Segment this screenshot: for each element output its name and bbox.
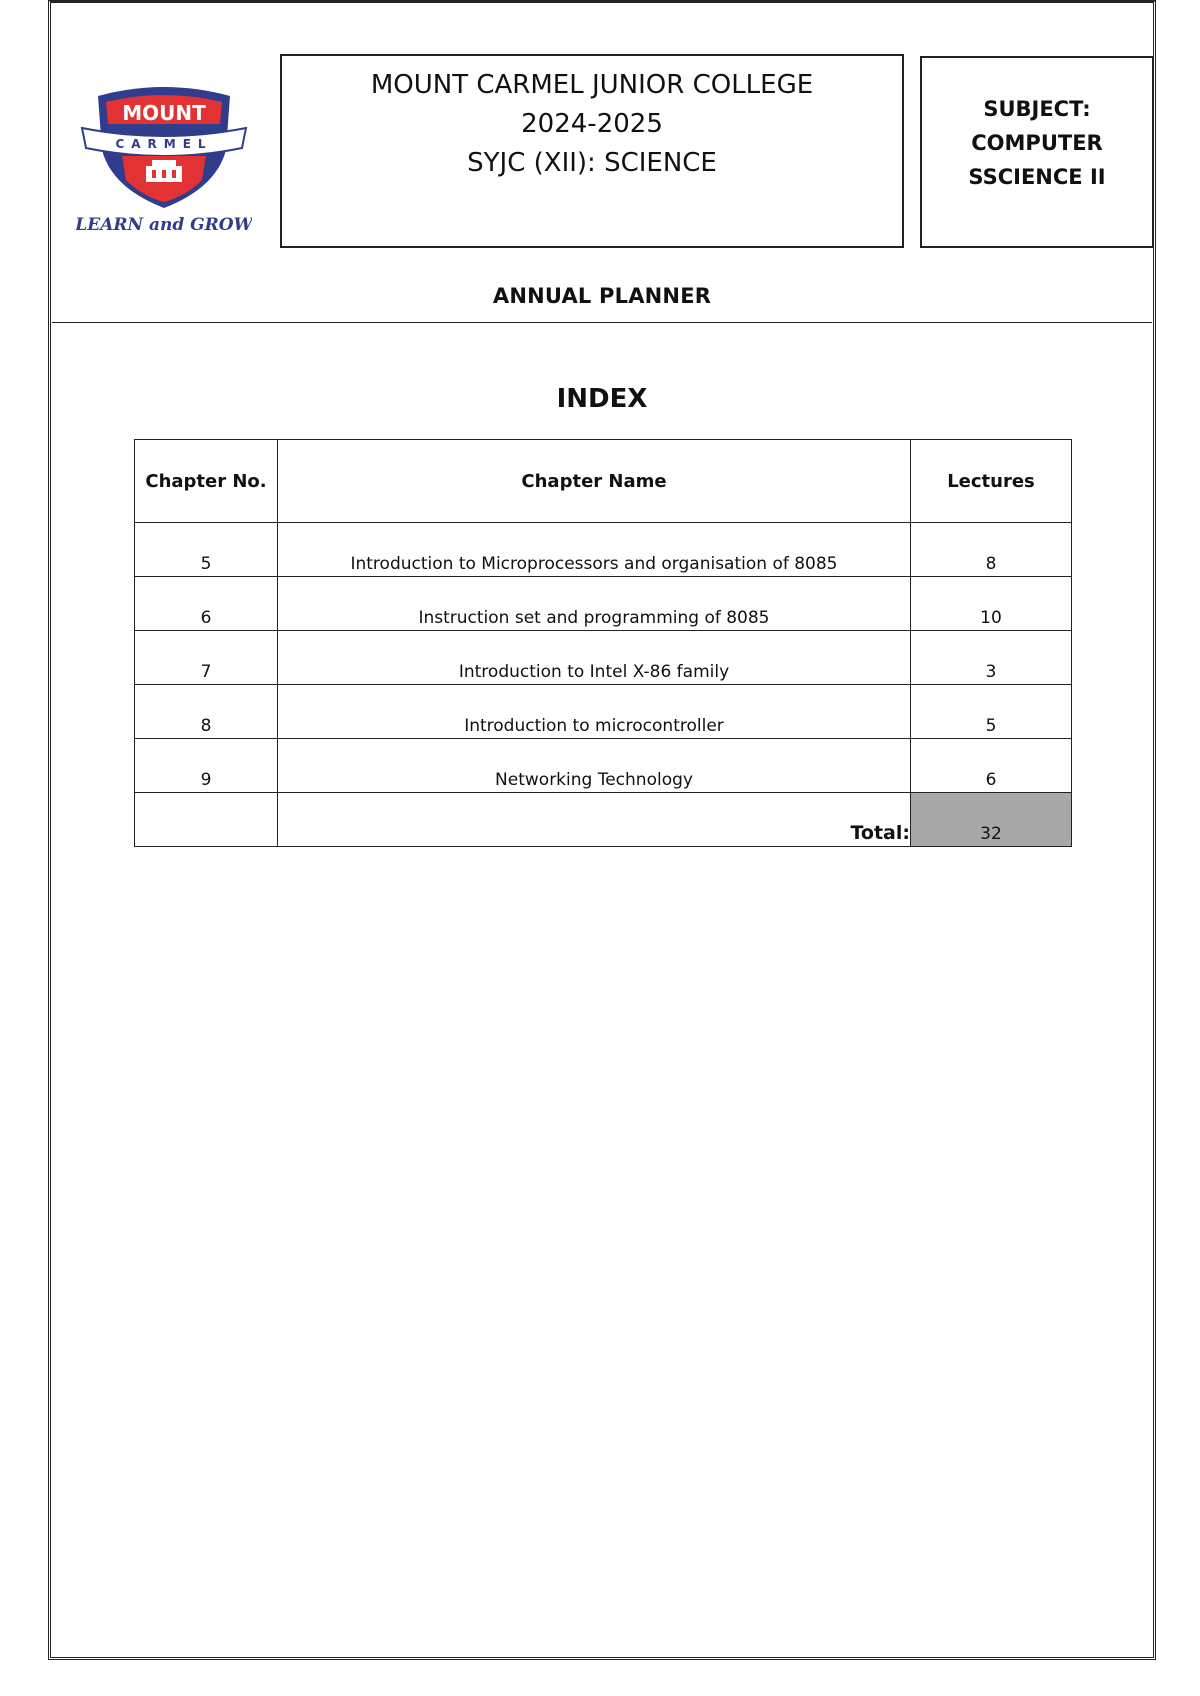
chapter-no-cell: 6 bbox=[135, 577, 278, 631]
chapter-no-cell: 5 bbox=[135, 523, 278, 577]
academic-year: 2024-2025 bbox=[521, 109, 663, 139]
column-header-chapter-no: Chapter No. bbox=[135, 440, 278, 523]
index-table bbox=[134, 439, 1072, 847]
subject-name-line2: SSCIENCE II bbox=[968, 165, 1106, 189]
total-value: 32 bbox=[911, 793, 1072, 847]
subject-label: SUBJECT: bbox=[983, 97, 1091, 121]
chapter-name-cell: Introduction to Microprocessors and organisation of 8085 bbox=[278, 523, 911, 577]
table-row bbox=[135, 739, 1072, 793]
mount-carmel-crest-icon bbox=[76, 84, 252, 234]
column-header-chapter-name: Chapter Name bbox=[278, 440, 911, 523]
header-divider bbox=[52, 322, 1152, 323]
college-title-box bbox=[280, 54, 904, 248]
lectures-cell: 10 bbox=[911, 577, 1072, 631]
chapter-name-cell: Introduction to Intel X-86 family bbox=[278, 631, 911, 685]
class-stream: SYJC (XII): SCIENCE bbox=[467, 148, 717, 178]
empty-cell bbox=[135, 793, 278, 847]
logo-motto: LEARN and GROW bbox=[76, 215, 252, 234]
table-row bbox=[135, 685, 1072, 739]
chapter-name-cell: Networking Technology bbox=[278, 739, 911, 793]
chapter-no-cell: 7 bbox=[135, 631, 278, 685]
table-header-row bbox=[135, 440, 1072, 523]
annual-planner-heading: ANNUAL PLANNER bbox=[492, 284, 712, 308]
total-row bbox=[135, 793, 1072, 847]
table-row bbox=[135, 577, 1072, 631]
lectures-cell: 5 bbox=[911, 685, 1072, 739]
logo-word-carmel: CARMEL bbox=[115, 137, 213, 151]
table-row bbox=[135, 631, 1072, 685]
index-heading: INDEX bbox=[556, 384, 648, 414]
lectures-cell: 6 bbox=[911, 739, 1072, 793]
subject-box bbox=[920, 56, 1154, 248]
lectures-cell: 3 bbox=[911, 631, 1072, 685]
chapter-name-cell: Instruction set and programming of 8085 bbox=[278, 577, 911, 631]
chapter-name-cell: Introduction to microcontroller bbox=[278, 685, 911, 739]
column-header-lectures: Lectures bbox=[911, 440, 1072, 523]
chapter-no-cell: 9 bbox=[135, 739, 278, 793]
total-label: Total: bbox=[278, 793, 911, 847]
table-row bbox=[135, 523, 1072, 577]
chapter-no-cell: 8 bbox=[135, 685, 278, 739]
lectures-cell: 8 bbox=[911, 523, 1072, 577]
logo-word-mount: MOUNT bbox=[122, 101, 206, 125]
college-name: MOUNT CARMEL JUNIOR COLLEGE bbox=[370, 70, 814, 100]
subject-name-line1: COMPUTER bbox=[971, 131, 1103, 155]
